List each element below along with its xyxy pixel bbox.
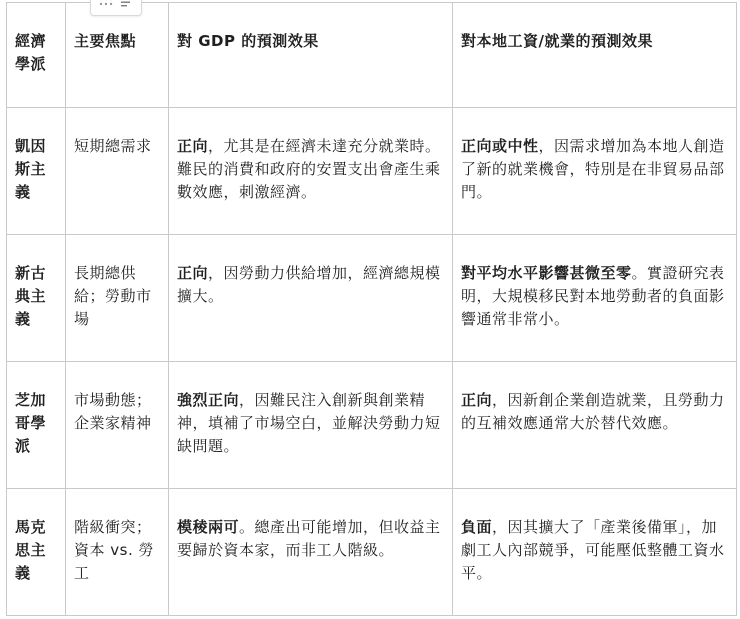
table-header-row xyxy=(7,3,737,108)
gdp-cell[interactable] xyxy=(169,235,453,362)
gdp-explanation: ，因難民注入創新與創業精神，填補了市場空白，並解決勞動力短缺問題。 xyxy=(177,391,441,455)
labor-cell[interactable] xyxy=(453,108,737,235)
focus-text: 短期總需求 xyxy=(74,137,152,155)
focus-text: 階級衝突；資本 vs. 勞工 xyxy=(74,518,154,582)
labor-explanation: ，因需求增加為本地人創造了新的就業機會，特別是在非貿易品部門。 xyxy=(461,137,725,201)
labor-verdict: 正向 xyxy=(461,391,493,409)
header-focus-cell[interactable] xyxy=(66,3,169,108)
table-row xyxy=(7,108,737,235)
school-name: 芝加哥學派 xyxy=(15,391,47,455)
table-drag-handle[interactable] xyxy=(90,0,142,16)
labor-cell[interactable] xyxy=(453,235,737,362)
gdp-verdict: 正向 xyxy=(177,137,209,155)
header-gdp-cell[interactable] xyxy=(169,3,453,108)
drag-dots-icon xyxy=(99,0,113,7)
labor-cell[interactable] xyxy=(453,362,737,489)
focus-cell[interactable] xyxy=(66,362,169,489)
focus-text: 長期總供給；勞動市場 xyxy=(74,264,152,328)
header-school-cell[interactable] xyxy=(7,3,66,108)
school-cell[interactable] xyxy=(7,108,66,235)
gdp-cell[interactable] xyxy=(169,362,453,489)
focus-cell[interactable] xyxy=(66,235,169,362)
labor-explanation: ，因其擴大了「產業後備軍」，加劇工人內部競爭，可能壓低整體工資水平。 xyxy=(461,518,725,582)
comparison-table xyxy=(6,2,737,616)
gdp-explanation: 。總產出可能增加，但收益主要歸於資本家，而非工人階級。 xyxy=(177,518,441,559)
school-cell[interactable] xyxy=(7,362,66,489)
gdp-cell[interactable] xyxy=(169,108,453,235)
gdp-cell[interactable] xyxy=(169,489,453,616)
school-cell[interactable] xyxy=(7,235,66,362)
table-row xyxy=(7,362,737,489)
table-menu-icon xyxy=(120,0,134,7)
header-focus: 主要焦點 xyxy=(74,32,137,50)
school-name: 新古典主義 xyxy=(15,264,47,328)
labor-explanation: ，因新創企業創造就業，且勞動力的互補效應通常大於替代效應。 xyxy=(461,391,725,432)
table-row xyxy=(7,235,737,362)
labor-explanation: 。實證研究表明，大規模移民對本地勞動者的負面影響通常非常小。 xyxy=(461,264,725,328)
header-school: 經濟學派 xyxy=(15,32,47,73)
gdp-verdict: 正向 xyxy=(177,264,209,282)
labor-verdict: 正向或中性 xyxy=(461,137,539,155)
school-name: 馬克思主義 xyxy=(15,518,47,582)
gdp-explanation: ，因勞動力供給增加，經濟總規模擴大。 xyxy=(177,264,441,305)
header-labor-cell[interactable] xyxy=(453,3,737,108)
header-gdp: 對 GDP 的預測效果 xyxy=(177,32,319,50)
gdp-explanation: ，尤其是在經濟未達充分就業時。難民的消費和政府的安置支出會產生乘數效應，刺激經濟。 xyxy=(177,137,441,201)
gdp-verdict: 模稜兩可 xyxy=(177,518,240,536)
school-name: 凱因斯主義 xyxy=(15,137,47,201)
labor-cell[interactable] xyxy=(453,489,737,616)
labor-verdict: 對平均水平影響甚微至零 xyxy=(461,264,632,282)
school-cell[interactable] xyxy=(7,489,66,616)
focus-cell[interactable] xyxy=(66,108,169,235)
focus-cell[interactable] xyxy=(66,489,169,616)
focus-text: 市場動態；企業家精神 xyxy=(74,391,152,432)
header-labor: 對本地工資/就業的預測效果 xyxy=(461,32,653,50)
gdp-verdict: 強烈正向 xyxy=(177,391,240,409)
table-row xyxy=(7,489,737,616)
labor-verdict: 負面 xyxy=(461,518,493,536)
